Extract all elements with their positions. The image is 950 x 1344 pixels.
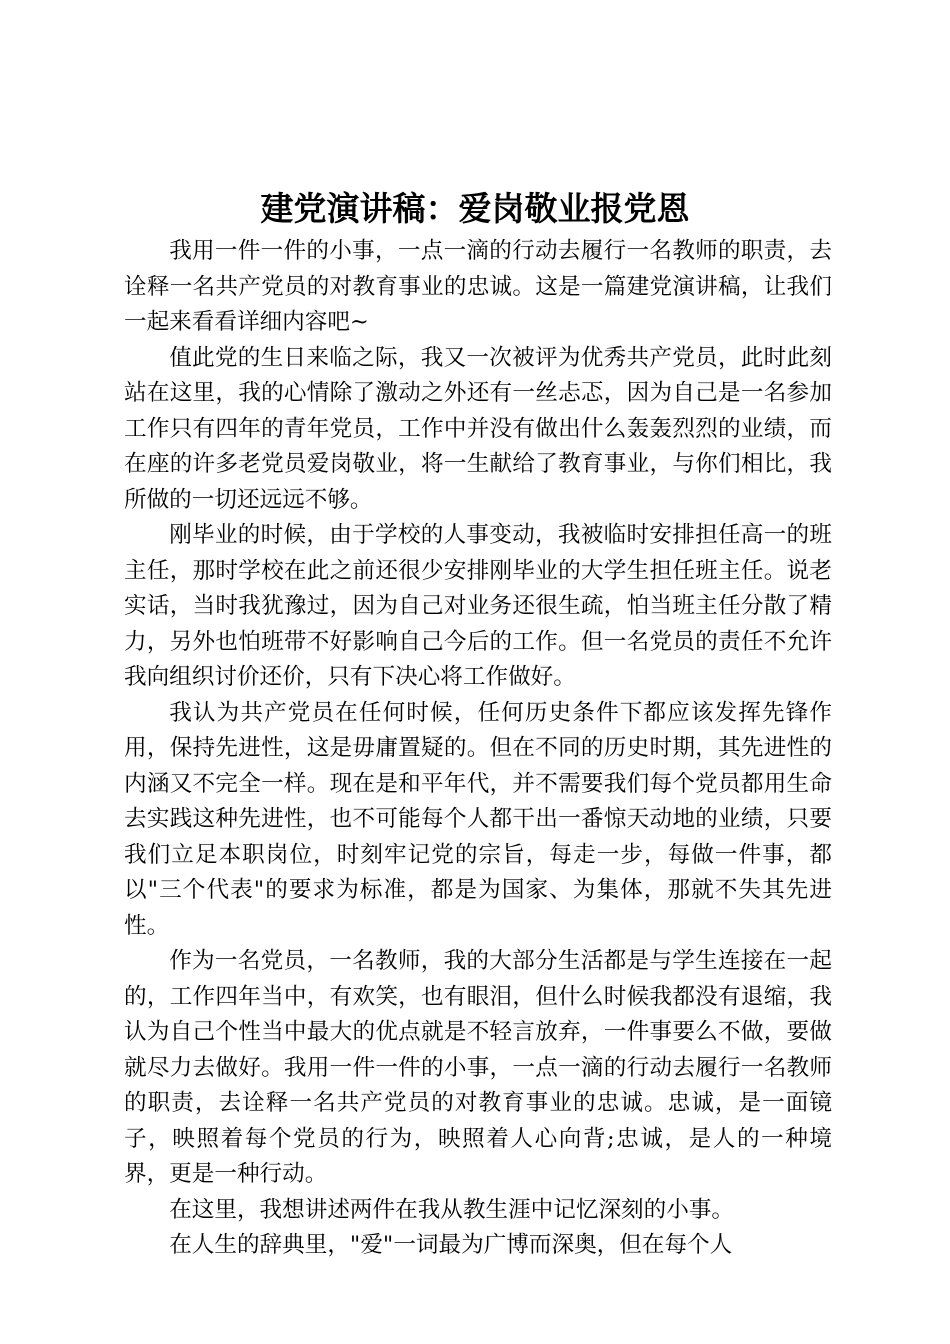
paragraph: 在这里，我想讲述两件在我从教生涯中记忆深刻的小事。 <box>169 1196 735 1223</box>
paragraph: 我用一件一件的小事，一点一滴的行动去履行一名教师的职责，去诠释一名共产党员的对教育事业的忠诚。这是一篇建党演讲稿，让我们一起来看看详细内容吧~ <box>124 238 832 335</box>
paragraph: 值此党的生日来临之际，我又一次被评为优秀共产党员，此时此刻站在这里，我的心情除了激动之外还有一丝忐忑，因为自己是一名参加工作只有四年的青年党员，工作中并没有做出什么轰轰烈烈的业绩，而在座的许多老党员爱岗敬业，将一生献给了教育事业，与你们相比，我所做的一切还远远不够。 <box>124 344 832 513</box>
document-body <box>124 234 832 1264</box>
paragraph: 在人生的辞典里，"爱"一词最为广博而深奥，但在每个人 <box>169 1232 733 1258</box>
paragraph: 我认为共产党员在任何时候，任何历史条件下都应该发挥先锋作用，保持先进性，这是毋庸置疑的。但在不同的历史时期，其先进性的内涵又不完全一样。现在是和平年代，并不需要我们每个党员都用生命去实践这种先进性，也不可能每个人都干出一番惊天动地的业绩，只要我们立足本职岗位，时刻牢记党的宗旨，每走一步，每做一件事，都以"三个代表"的要求为标准，都是为国家、为集体，那就不失其先进性。 <box>124 699 832 939</box>
paragraph: 刚毕业的时候，由于学校的人事变动，我被临时安排担任高一的班主任，那时学校在此之前还很少安排刚毕业的大学生担任班主任。说老实话，当时我犹豫过，因为自己对业务还很生疏，怕当班主任分散了精力，另外也怕班带不好影响自己今后的工作。但一名党员的责任不允许我向组织讨价还价，只有下决心将工作做好。 <box>124 522 832 690</box>
paragraph: 作为一名党员，一名教师，我的大部分生活都是与学生连接在一起的，工作四年当中，有欢笑，也有眼泪，但什么时候我都没有退缩，我认为自己个性当中最大的优点就是不轻言放弃，一件事要么不做，要做就尽力去做好。我用一件一件的小事，一点一滴的行动去履行一名教师的职责，去诠释一名共产党员的对教育事业的忠诚。忠诚，是一面镜子，映照着每个党员的行为，映照着人心向背;忠诚，是人的一种境界，更是一种行动。 <box>124 948 832 1187</box>
document-title: 建党演讲稿：爱岗敬业报党恩 <box>260 189 690 228</box>
